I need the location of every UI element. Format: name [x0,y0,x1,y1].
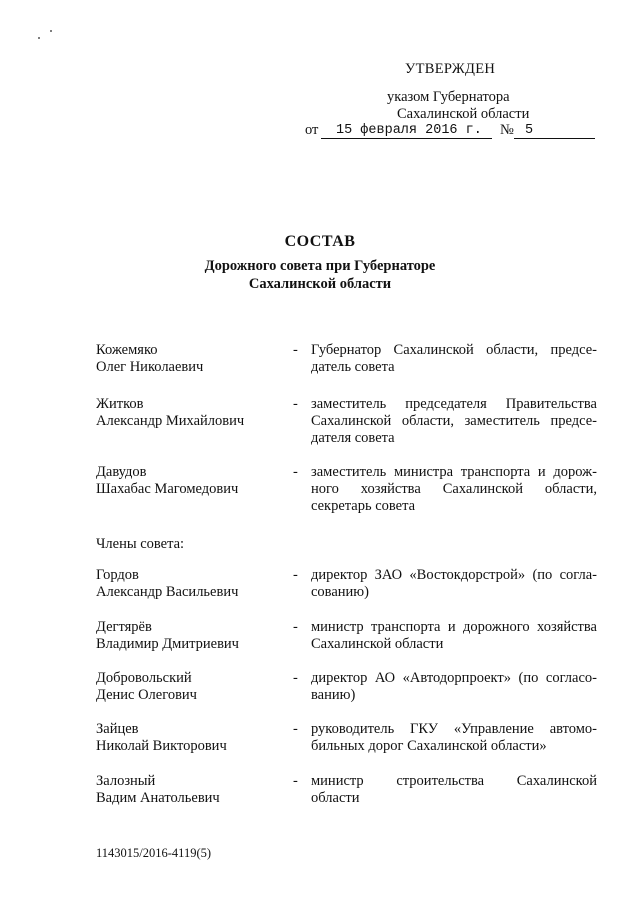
member-surname: Кожемяко [96,342,158,358]
role-line: министр транспорта и дорожного хозяйства [311,619,597,635]
number-underline [514,138,595,139]
member-role [311,396,597,447]
dash-separator: - [293,396,298,412]
member-role [311,464,597,515]
role-line: дателя совета [311,430,395,446]
member-given-names: Олег Николаевич [96,359,204,375]
document-title: СОСТАВ [284,233,356,250]
member-surname: Дегтярёв [96,619,152,635]
role-line: заместитель председателя Правительства [311,396,597,412]
approval-title: УТВЕРЖДЕН [405,61,496,77]
scan-speck [50,30,52,32]
document-number: 1143015/2016-4119(5) [96,846,212,860]
member-surname: Гордов [96,567,139,583]
role-line: секретарь совета [311,498,416,514]
approval-line-1: указом Губернатора [387,89,510,105]
member-name [96,670,197,704]
member-surname: Добровольский [96,670,192,686]
member-given-names: Николай Викторович [96,738,227,754]
date-underline [321,138,492,139]
approval-date: 15 февраля 2016 г. [336,123,482,138]
member-given-names: Денис Олегович [96,687,197,703]
role-line: Сахалинской области, заместитель предсе- [311,413,597,429]
member-role [311,670,597,704]
member-role [311,619,597,653]
role-line: руководитель ГКУ «Управление автомо- [311,721,597,737]
dash-separator: - [293,721,298,737]
role-line: заместитель министра транспорта и дорож- [311,464,597,480]
member-given-names: Александр Михайлович [96,413,245,429]
role-line: директор ЗАО «Востокдорстрой» (по согла- [311,567,597,583]
member-given-names: Александр Васильевич [96,584,239,600]
from-label: от [305,122,319,138]
dash-separator: - [293,670,298,686]
dash-separator: - [293,567,298,583]
member-name [96,567,238,601]
member-role [311,342,597,376]
approval-number: 5 [525,123,534,138]
approval-line-2: Сахалинской области [397,106,530,122]
scan-speck [38,37,40,39]
role-line: датель совета [311,359,395,375]
approval-date-row [305,122,605,142]
member-role [311,773,597,807]
dash-separator: - [293,464,298,480]
member-surname: Житков [96,396,144,412]
member-role [311,567,597,601]
member-name [96,464,238,498]
dash-separator: - [293,773,298,789]
members-heading: Члены совета: [96,536,185,552]
role-line: области [311,790,360,806]
member-role [311,721,597,755]
member-name [96,396,244,430]
member-name [96,773,220,807]
number-label: № [500,122,514,138]
role-line: Сахалинской области [311,636,444,652]
member-surname: Залозный [96,773,156,789]
role-line: директор АО «Автодорпроект» (по согласо- [311,670,597,686]
document-subtitle-line-1: Дорожного совета при Губернаторе [204,258,436,274]
member-surname: Зайцев [96,721,139,737]
member-given-names: Шахабас Магомедович [96,481,239,497]
role-line: Губернатор Сахалинской области, предсе- [311,342,597,358]
document-subtitle-line-2: Сахалинской области [248,276,392,292]
member-name [96,721,227,755]
role-line: ванию) [311,687,356,703]
member-name [96,342,203,376]
dash-separator: - [293,619,298,635]
member-given-names: Владимир Дмитриевич [96,636,239,652]
member-name [96,619,239,653]
role-line: сованию) [311,584,369,600]
dash-separator: - [293,342,298,358]
role-line: бильных дорог Сахалинской области» [311,738,547,754]
member-surname: Давудов [96,464,147,480]
role-line: ного хозяйства Сахалинской области, [311,481,597,497]
role-line: министр строительства Сахалинской [311,773,597,789]
member-given-names: Вадим Анатольевич [96,790,220,806]
